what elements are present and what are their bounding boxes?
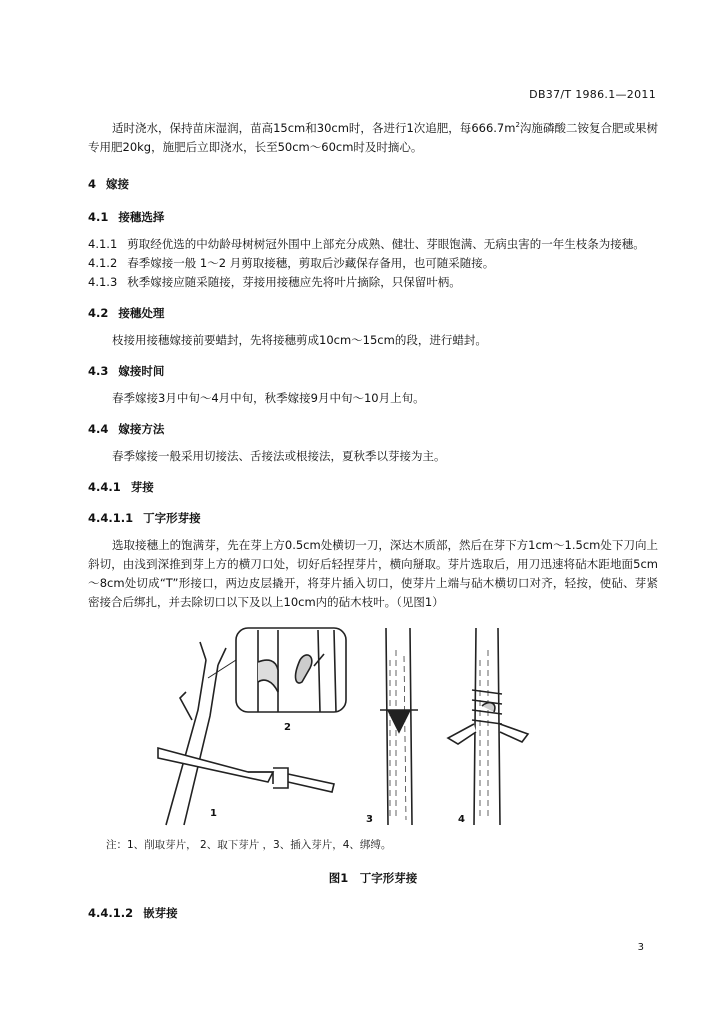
figure-label-3: 3	[366, 813, 373, 825]
clause-text: 秋季嫁接应随采随接，芽接用接穗应先将叶片摘除，只保留叶柄。	[127, 274, 461, 289]
figure-label-2: 2	[284, 721, 291, 733]
clause-text: 剪取经优选的中幼龄母树树冠外围中上部充分成熟、健壮、芽眼饱满、无病虫害的一年生枝条为接穗。	[127, 236, 645, 251]
panel1-branch	[166, 660, 218, 825]
clause-number: 4.1.3	[88, 274, 118, 289]
standard-code: DB37/T 1986.1—2011	[529, 88, 656, 101]
heading-title: 嫁接方法	[118, 421, 165, 436]
section-4-4-1-1-text: 选取接穗上的饱满芽，先在芽上方0.5cm处横切一刀，深达木质部，然后在芽下方1cm～1.5cm处下刀向上斜切，由浅到深推到芽上方的横刀口处，切好后轻捏芽片，横向掰取。芽片选取后，用刀迅速将砧木距地面5cm～8cm处切成“T”形接口，两边皮层撬开，将芽片插入切口，使芽片上端与砧木横切口对齐，轻按，使砧、芽紧密接合后绑扎，并去除切口以下及以上10cm内的砧木枝叶。（见图1）	[88, 537, 658, 609]
intro-superscript: 2	[515, 121, 520, 129]
heading-title: 嵌芽接	[143, 905, 178, 920]
section-4-2-heading	[88, 304, 658, 323]
intro-paragraph	[88, 116, 658, 157]
heading-title: 接穗选择	[118, 209, 165, 224]
figure-label-1: 1	[210, 807, 217, 819]
heading-number: 4.2	[88, 305, 109, 320]
chapter-4-heading	[88, 175, 658, 194]
clause-text: 春季嫁接一般 1～2 月剪取接穗，剪取后沙藏保存备用，也可随采随接。	[127, 255, 495, 270]
panel4-stock	[474, 628, 500, 825]
t-budding-drawing	[88, 620, 658, 830]
intro-text-b: 沟施磷酸二铵复合肥或果树专用肥20kg，施肥后立即浇水，长至50cm～60cm时及时摘心。	[88, 120, 659, 154]
figure-1-illustration	[88, 620, 658, 830]
panel2-inset	[236, 628, 346, 712]
section-4-3-text: 春季嫁接3月中旬～4月中旬，秋季嫁接9月中旬～10月上旬。	[112, 390, 425, 405]
section-4-4-1-heading	[88, 478, 658, 497]
clause-4-1-2	[88, 254, 658, 273]
section-4-4-text: 春季嫁接一般采用切接法、舌接法或根接法，夏秋季以芽接为主。	[112, 448, 446, 463]
panel1-knife	[158, 748, 273, 782]
heading-number: 4.3	[88, 363, 109, 378]
section-4-4-1-2-heading	[88, 904, 658, 923]
clause-number: 4.1.1	[88, 236, 118, 251]
section-4-4-heading	[88, 420, 658, 439]
heading-number: 4	[88, 176, 97, 191]
section-4-3-heading	[88, 362, 658, 381]
heading-title: 芽接	[130, 479, 154, 494]
clause-4-1-1	[88, 235, 658, 254]
heading-title: 嫁接时间	[118, 363, 165, 378]
heading-number: 4.4.1	[88, 479, 121, 494]
heading-title: 丁字形芽接	[143, 510, 201, 525]
intro-text-a: 适时浇水，保持苗床湿润，苗高15cm和30cm时，各进行1次追肥，每666.7m	[112, 120, 516, 135]
heading-number: 4.4.1.2	[88, 905, 134, 920]
figure-1-caption: 图1 丁字形芽接	[328, 870, 418, 885]
page-number: 3	[637, 942, 644, 953]
heading-title: 嫁接	[106, 176, 130, 191]
figure-1-note: 注：1、削取芽片， 2、取下芽片 ，3、插入芽片，4、绑缚。	[106, 838, 392, 851]
heading-number: 4.4	[88, 421, 109, 436]
section-4-1-heading	[88, 208, 658, 227]
heading-title: 接穗处理	[118, 305, 165, 320]
section-4-2-text: 枝接用接穗嫁接前要蜡封，先将接穗剪成10cm～15cm的段，进行蜡封。	[112, 332, 487, 347]
section-4-4-1-1-heading	[88, 509, 658, 528]
document-content	[88, 116, 658, 931]
heading-number: 4.1	[88, 209, 109, 224]
heading-number: 4.4.1.1	[88, 510, 134, 525]
clause-number: 4.1.2	[88, 255, 118, 270]
figure-label-4: 4	[458, 813, 465, 825]
clause-4-1-3	[88, 273, 658, 292]
